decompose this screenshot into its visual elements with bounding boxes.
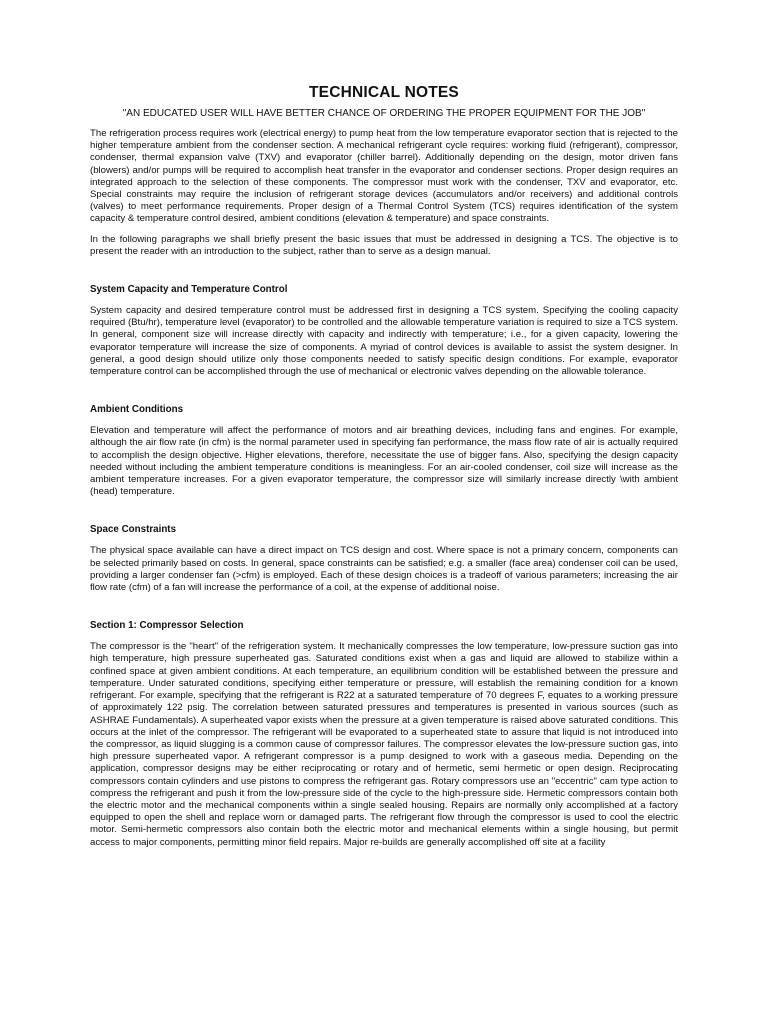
section-body-ambient-conditions: Elevation and temperature will affect the performance of motors and air breathing devices, including fans and engines. For example, although the air flow rate (in cfm) is the normal parameter used in specifying fan performance, the mass flow rate of air is actually required to accomplish the design objective. Higher elevations, therefore, necessitate the use of bigger fans. Also, specifying the design capacity needed without including the ambient temperature conditions is meaningless. For an air-cooled condenser, coil size will increase as the ambient temperature increases. For a given evaporator temperature, the compressor size will similarly increase directly \with ambient (head) temperature. [90,425,678,498]
document-page [90,76,678,857]
document-title: TECHNICAL NOTES [309,84,459,101]
section-heading-system-capacity: System Capacity and Temperature Control [90,284,288,296]
section-body-compressor-selection: The compressor is the "heart" of the refrigeration system. It mechanically compresses the low temperature, low-pressure suction gas into high temperature, high pressure superheated gas. Saturated conditions exist when a gas and liquid are allowed to stabilize within a confined space at given ambient conditions. At each temperature, an equilibrium condition will be established between the pressure and temperature. Under saturated conditions, specifying either temperature or pressure, will establish the remaining condition for a known refrigerant. For example, specifying that the refrigerant is R22 at a saturated temperature of 70 degrees F, equates to a working pressure of approximately 122 psig. The correlation between saturated pressures and temperatures is presented in various sources (such as ASHRAE Fundamentals). A superheated vapor exists when the pressure at a given temperature is raised above saturated conditions. This occurs at the inlet of the compressor. The refrigerant will be evaporated to a superheated state to assure that liquid is not introduced into the compressor, as liquid slugging is a common cause of compressor failures. The compressor elevates the low-pressure suction gas, into high pressure superheated vapor. A refrigerant compressor is a pump designed to work with a gaseous media. Depending on the application, compressor designs may be either reciprocating or rotary and of hermetic, semi hermetic or open design. Reciprocating compressors contain cylinders and use pistons to compress the refrigerant gas. Rotary compressors use an "eccentric" cam type action to compress the refrigerant and push it from the low-pressure side of the cycle to the high-pressure side. Hermetic compressors contain both the electric motor and the mechanical components within a single sealed housing. Repairs are normally only accomplished at a factory equipped to open the shell and replace worn or damaged parts. The refrigerant flow through the compressor is used to cool the electric motor. Semi-hermetic compressors also contain both the electric motor and mechanical elements within a single housing, but permit access to major components, permitting minor field repairs. Major re-builds are generally accomplished off site at a facility [90,641,678,848]
document-subtitle: "AN EDUCATED USER WILL HAVE BETTER CHANCE OF ORDERING THE PROPER EQUIPMENT FOR THE JOB" [122,108,646,119]
intro-paragraph: In the following paragraphs we shall briefly present the basic issues that must be addressed in designing a TCS. The objective is to present the reader with an introduction to the subject, rather than to serve as a design manual. [90,233,678,257]
section-body-space-constraints: The physical space available can have a direct impact on TCS design and cost. Where space is not a primary concern, components can be selected primarily based on costs. In general, space constraints can be satisfied; e.g. a smaller (face area) condenser coil can be used, providing a larger condenser fan (>cfm) is employed. Each of these design choices is a tradeoff of various parameters; increasing the air flow rate (cfm) of a fan will increase the performance of a coil, at the expense of additional noise. [90,545,678,594]
section-body-system-capacity: System capacity and desired temperature control must be addressed first in designing a TCS system. Specifying the cooling capacity required (Btu/hr), temperature level (evaporator) to be controlled and the allowable temperature variation is required to size a TCS system. In general, component size will increase directly with capacity and indirectly with temperature; i.e., for a given capacity, lowering the evaporator temperature will increase the size of components. A myriad of control devices is available to assist the system designer. In general, a good design should utilize only those components needed to satisfy specific design conditions. For example, evaporator temperature control can be accomplished through the use of mechanical or electronic valves depending on the allowable tolerance. [90,305,678,378]
intro-paragraph: The refrigeration process requires work (electrical energy) to pump heat from the low temperature evaporator section that is rejected to the higher temperature ambient from the condenser section. A mechanical refrigerant cycle requires: working fluid (refrigerant), compressor, condenser, thermal expansion valve (TXV) and evaporator (chiller barrel). Additionally depending on the design, motor driven fans (blowers) and/or pumps will be required to accomplish heat transfer in the evaporator and condenser sections. Proper design requires an integrated approach to the selection of these components. The compressor must work with the condenser, TXV and evaporator, etc. Special constraints may require the inclusion of refrigerant storage devices (accumulators and/or receivers) and additional controls (valves) to meet performance requirements. Proper design of a Thermal Control System (TCS) requires identification of the system capacity & temperature control desired, ambient conditions (elevation & temperature) and space constraints. [90,128,678,225]
section-heading-space-constraints: Space Constraints [90,524,177,536]
section-heading-ambient-conditions: Ambient Conditions [90,404,184,416]
section-heading-compressor-selection: Section 1: Compressor Selection [90,620,244,632]
